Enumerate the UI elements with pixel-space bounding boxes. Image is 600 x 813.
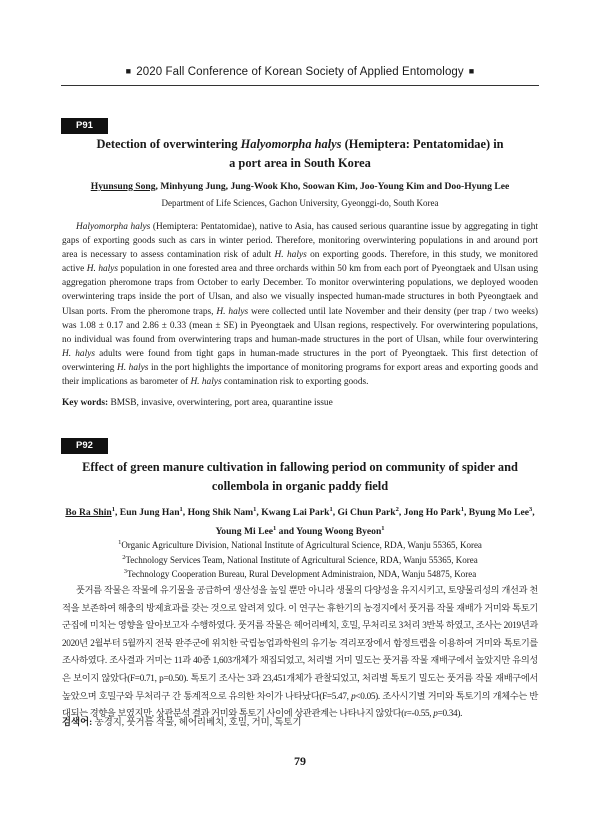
p91-abstract-segment: H. halys bbox=[62, 348, 95, 359]
p92-abstract bbox=[62, 582, 538, 723]
p91-abstract-segment: H. halys bbox=[117, 362, 149, 373]
p91-abstract bbox=[62, 220, 538, 389]
author-affiliation-mark: 1 bbox=[381, 525, 385, 533]
square-bullet-icon: ■ bbox=[468, 66, 475, 76]
author-name: , Gi Chun Park bbox=[332, 507, 396, 519]
p91-authors bbox=[62, 179, 538, 195]
poster-tag-p91: P91 bbox=[61, 118, 108, 134]
p91-title bbox=[70, 135, 530, 173]
p91-coauthors: , Minhyung Jung, Jung-Wook Kho, Soowan Kim, Joo-Young Kim and Doo-Hyung Lee bbox=[155, 181, 510, 192]
p91-abstract-segment: Halyomorpha halys bbox=[76, 222, 151, 232]
p91-abstract-segment: (Hemiptera: Pentatomidae), native to Asia, has caused serious quarantine issue by aggregating in tight gaps of exporting goods such as cars in winter period. Therefore, monitoring overwintering populations in and around port area is necessary to assess contamination risk of adult bbox=[62, 222, 539, 261]
p91-abstract-segment: population in one forested area and three orchards within 50 km from each port of Pyeongtaek and Ulsan using aggregation pheromone traps from October to early December. To monitor overwintering populations, we deployed wooden overwintering traps inside the port of Ulsan, and also we visually inspected human-made structures in both Pyeongtaek and Ulsan ports. From the pheromone traps, bbox=[62, 264, 538, 317]
p91-abstract-segment: H. halys bbox=[190, 377, 222, 388]
p91-abstract-segment: on exporting goods. Therefore, in this study, we monitored active bbox=[62, 250, 538, 275]
author-affiliation-mark: 1 bbox=[179, 506, 183, 513]
author-affiliation-mark: 1 bbox=[460, 506, 464, 513]
p92-title-line2: collembola in organic paddy field bbox=[211, 479, 389, 493]
p92-abstract-segment: p bbox=[433, 708, 438, 719]
p91-title-species: Halyomorpha halys bbox=[240, 137, 342, 151]
keywords-label: Key words: bbox=[62, 398, 109, 408]
p91-title-part: Detection of overwintering bbox=[96, 137, 241, 151]
affiliation-text: Technology Cooperation Bureau, Rural Development Administraion, NDA, Wanju 54875, Korea bbox=[127, 569, 477, 580]
p92-title-line1: Effect of green manure cultivation in fallowing period on community of spider and bbox=[82, 460, 518, 474]
p92-abstract-segment: p bbox=[351, 690, 356, 701]
keywords-text: BMSB, invasive, overwintering, port area, quarantine issue bbox=[108, 398, 333, 408]
page-number: 79 bbox=[294, 754, 306, 768]
p92-abstract-segment: 풋거름 작물은 작물에 유기물을 공급하여 생산성을 높일 뿐만 아니라 생물의 다양성을 유지시키고, 토양물리성의 개선과 천적을 보존하여 해충의 방제효과를 갖는 것으로 알려져 있다. 이 연구는 휴한기의 농경지에서 풋거름 작물 재배가 거미와 톡토기 군집에 미치는 영향을 알아보고자 수행하였다. 풋거름 작물은 헤어리베치, 호밀, 무처리로 3처리 3반복 하였고, 조사는 2019년과 2020년 2월부터 5월까지 전북 완주군에 위치한 국립농업과학원의 유기농 격리포장에서 함정트랩을 이용하여 거미와 톡토기를 조사하였다. 조사결과 거미는 11과 40종 1,603개체가 채집되었고, 처리별 거미 밀도는 풋거름 작물 재배구에서 높았지만 유의성은 보이지 않았다(F=0.71, p=0.50). 톡토기 조사는 3과 23,451개체가 관찰되었고, 처리별 톡토기 밀도는 풋거름 작물 재배구에서 높았으며 호밀구와 무처리구 간 통계적으로 유의한 차이가 나타났다(F=5.47, bbox=[62, 585, 538, 701]
keywords-label: 검색어: bbox=[62, 718, 93, 728]
affiliation-text: Technology Services Team, National Institute of Agricultural Science, RDA, Wanju 55365, Korea bbox=[125, 554, 478, 565]
author-name: , Jong Ho Park bbox=[398, 507, 461, 519]
author-name: Young Mi Lee bbox=[215, 526, 273, 538]
p91-abstract-segment: were collected until late November and their density (per trap / two weeks) was 1.08 ± 0.17 and 2.86 ± 0.33 (mean ± SE) in Pyeongtaek and Ulsan regions, respectively. For overwintering populations, no individual was found from overwintering traps and human-made structures in the port of Ulsan, while four overwintering bbox=[62, 306, 538, 345]
affiliation-text: Organic Agriculture Division, National Institute of Agricultural Science, RDA, Wanju 55365, Korea bbox=[121, 540, 482, 550]
p92-keywords bbox=[62, 716, 538, 730]
p91-abstract-segment: H. halys bbox=[274, 250, 307, 261]
conference-header bbox=[0, 66, 600, 78]
affiliation-line bbox=[62, 552, 538, 567]
p92-title bbox=[70, 458, 530, 496]
p91-keywords bbox=[62, 396, 538, 410]
author-name: , bbox=[532, 507, 535, 519]
author-affiliation-mark: 1 bbox=[273, 525, 277, 533]
p92-abstract-segment: =0.34). bbox=[437, 708, 463, 719]
affiliation-mark: 2 bbox=[122, 553, 126, 561]
author-affiliation-mark: 1 bbox=[111, 506, 115, 513]
affiliation-mark: 3 bbox=[123, 568, 128, 576]
p92-affiliations bbox=[62, 537, 538, 581]
affiliation-mark: 1 bbox=[118, 539, 122, 546]
header-rule bbox=[61, 85, 539, 86]
p91-abstract-segment: adults were found from tight gaps in human-made structures in the port of Pyeongtaek. This first detection of overwintering bbox=[62, 348, 538, 373]
p91-affiliation: Department of Life Sciences, Gachon University, Gyeonggi-do, South Korea bbox=[161, 198, 439, 208]
author-affiliation-mark: 1 bbox=[329, 506, 333, 513]
p91-abstract-segment: H. halys bbox=[86, 264, 119, 275]
author-name: , Eun Jung Han bbox=[115, 507, 180, 519]
p91-title-line2: a port area in South Korea bbox=[229, 156, 371, 170]
author-name: Bo Ra Shin bbox=[65, 507, 112, 519]
square-bullet-icon: ■ bbox=[125, 66, 132, 76]
author-name: , Kwang Lai Park bbox=[256, 507, 330, 519]
poster-tag-p92: P92 bbox=[61, 438, 108, 454]
p91-abstract-segment: contamination risk to exporting goods. bbox=[221, 377, 369, 388]
author-name: and Young Woong Byeon bbox=[276, 526, 382, 538]
conference-title: 2020 Fall Conference of Korean Society of Applied Entomology bbox=[136, 66, 464, 78]
p91-abstract-segment: in the port highlights the importance of monitoring programs for export areas and exporting goods and their implications as barometer of bbox=[62, 362, 538, 388]
author-affiliation-mark: 2 bbox=[395, 506, 399, 513]
author-affiliation-mark: 3 bbox=[528, 506, 533, 513]
author-affiliation-mark: 1 bbox=[253, 506, 257, 513]
p91-title-part: (Hemiptera: Pentatomidae) in bbox=[341, 137, 504, 151]
author-name: , Byung Mo Lee bbox=[463, 507, 529, 519]
author-name: , Hong Shik Nam bbox=[182, 507, 254, 519]
p91-presenting-author: Hyunsung Song bbox=[90, 181, 156, 192]
p91-abstract-segment: H. halys bbox=[216, 306, 249, 317]
p92-abstract-segment: <0.05). 조사시기별 거미와 톡토기의 개체수는 반대되는 경향을 보였지만, 상관분석 결과 거미와 톡토기 사이에 상관관계는 나타나지 않았다(r=-0.55, bbox=[62, 690, 538, 719]
p92-authors bbox=[62, 502, 538, 540]
keywords-text: 농경지, 풋거름 작물, 헤어리베치, 호밀, 거미, 톡토기 bbox=[92, 718, 302, 728]
affiliation-line bbox=[62, 537, 538, 552]
affiliation-line bbox=[62, 566, 538, 581]
